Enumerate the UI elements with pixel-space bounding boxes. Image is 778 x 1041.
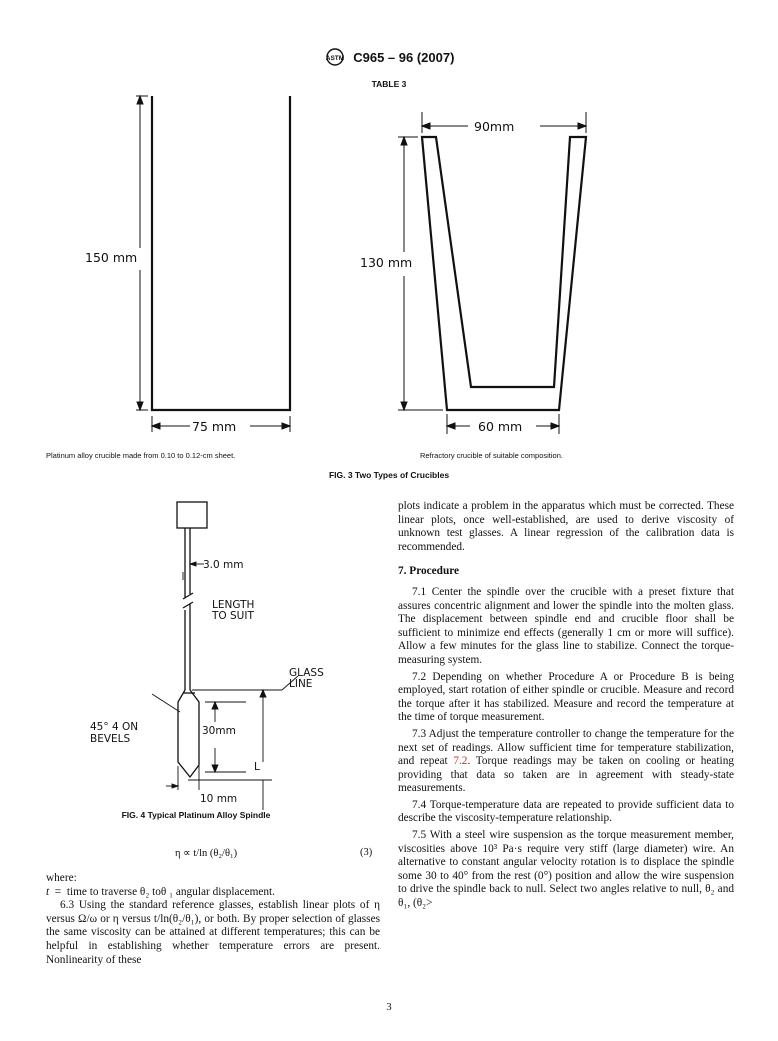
- crucible1-width-label: 75 mm: [192, 419, 237, 434]
- section-7-2-link[interactable]: 7.2: [453, 755, 468, 768]
- fig4-glass-label-1: GLASS: [289, 667, 324, 679]
- paragraph-7-1: 7.1 Center the spindle over the crucible with a preset fixture that assures concentric alignment and lower the spindle into the molten glass. The displacement between spindle end and crucible floor shall be sufficient to minimize end effects (generally 1 cm or more will suffice). Allow a few minutes for the glass line to stabilize. Connect the torque-measuring system.: [398, 585, 734, 666]
- fig4-drawing: [0, 490, 380, 810]
- fig4-bottom-label: 10 mm: [200, 793, 238, 805]
- crucible2-bottom-label: 60 mm: [478, 419, 523, 434]
- fig4-mid-label: 30mm: [202, 725, 236, 737]
- crucible2-top-label: 90mm: [474, 119, 515, 134]
- page-number: 3: [386, 1002, 392, 1013]
- platinum-crucible-outline: [152, 96, 290, 410]
- svg-text:ASTM: ASTM: [325, 55, 344, 62]
- fig3-caption: FIG. 3 Two Types of Crucibles: [328, 470, 450, 480]
- crucible2-caption: Refractory crucible of suitable composition.: [420, 451, 563, 460]
- equation-number: (3): [360, 847, 373, 858]
- fig4-length-label-1: LENGTH: [212, 599, 255, 611]
- fig4-l-label: L: [254, 761, 260, 773]
- paragraph-6-3: 6.3 Using the standard reference glasses, establish linear plots of η versus Ω/ω or η versus t/ln(θ₂/θ₁), or both. By proper selection of glasses the same viscosity can be attained at different temperatures; this can be helpful in establishing whether temperature errors are present. Nonlinearity of these: [46, 899, 380, 966]
- fig4-bevel-label-1: 45° 4 ON: [90, 721, 139, 733]
- crucible1-caption: Platinum alloy crucible made from 0.10 to 0.12-cm sheet.: [46, 451, 236, 460]
- document-designation: C965 – 96 (2007): [353, 49, 455, 65]
- where-label: where:: [46, 872, 77, 884]
- fig4-caption: FIG. 4 Typical Platinum Alloy Spindle: [121, 810, 271, 820]
- section-heading-procedure: 7. Procedure: [398, 565, 460, 578]
- crucible2-height-label: 130 mm: [360, 255, 413, 270]
- left-column-text: [46, 872, 380, 967]
- equation-text: η ∝ t/ln (θ₂/θ₁): [175, 848, 238, 859]
- t-definition: t = time to traverse θ₂ toθ ₁ angular displacement.: [46, 885, 275, 898]
- paragraph-7-4: 7.4 Torque-temperature data are repeated to provide sufficient data to describe the viscosity-temperature relationship.: [398, 798, 734, 825]
- paragraph-7-5: 7.5 With a steel wire suspension as the torque measurement member, viscosities above 10³ Pa·s require very stiff (large diameter) wire. An alternative to constant angular velocity rotation is to displace the spindle some 30 to 40° from the rest (0°) position and allow the wire suspension to drive the spindle back to null. Select two angles relative to null, θ₂ and θ₁, (θ₂>: [398, 829, 734, 910]
- paragraph-7-2: 7.2 Depending on whether Procedure A or Procedure B is being employed, start rotation of either spindle or crucible. Measure and record the torque after it has stabilized. Measure and record the temperature at the time of torque measurement.: [398, 670, 734, 724]
- table-title: TABLE 3: [371, 79, 407, 89]
- fig4-length-label-2: TO SUIT: [212, 610, 254, 622]
- fig4-glass-label-2: LINE: [289, 678, 313, 690]
- refractory-crucible-outer: [422, 137, 586, 410]
- paragraph-continued: plots indicate a problem in the apparatus which must be corrected. These linear plots, once well-established, are used to derive viscosity of unknown test glasses. A linear regression of the calibration data is recommended.: [398, 500, 734, 553]
- fig4-bevel-label-2: BEVELS: [90, 733, 131, 745]
- paragraph-7-3: 7.3 Adjust the temperature controller to change the temperature for the next set of readings. Allow sufficient time for temperature stabilization, and repeat 7.2. Torque readings may be taken on cooling or heating providing that data so taken are in agreement with steady-state measurements.: [398, 727, 734, 795]
- crucible1-height-label: 150 mm: [85, 250, 138, 265]
- right-column-text: [398, 500, 734, 911]
- fig4-shaft-label: 3.0 mm: [203, 559, 244, 571]
- fig3-drawing: [0, 0, 778, 480]
